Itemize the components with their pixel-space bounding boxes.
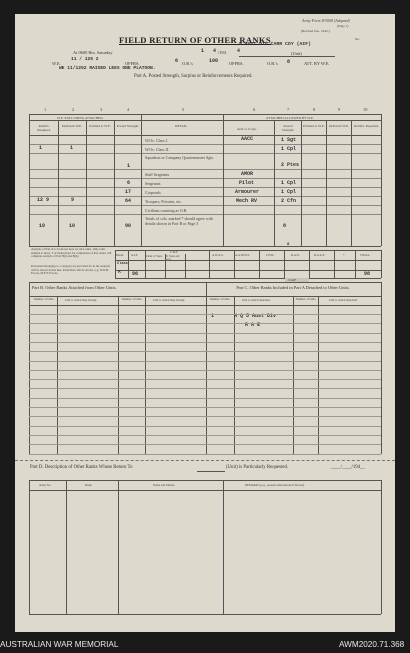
ruled-line — [29, 398, 381, 399]
ors-label-2: O.R.'s — [267, 61, 278, 66]
offrs-label-2: OFFRS. — [229, 61, 244, 66]
ruled-line — [29, 435, 381, 436]
ruled-line — [29, 426, 381, 427]
ruled-line — [29, 342, 381, 343]
ruled-line — [29, 314, 381, 315]
day-value: 1 — [201, 48, 205, 54]
part-d-date: ____/____/194__ — [331, 465, 365, 470]
part-b-heading: Part B. Other Ranks Attached from Other Units. — [32, 285, 117, 290]
form-sheet: Army Form W3008 (Adapted) (Page 1) (Revised Jan., 1942.) No. FIELD RETURN OF OTHER RANKS At 0600 Hrs. Saturday 1 4 /194 4 5 AUST DIV CARR COY (AIF) (Unit) W.E. 11 / 125 2 OFFRS. 6 O.R.'s 100 OFFRS. O.R.'s 8 ATT. BY W.E. WE 11/1252 RAISED LEES ONE PLATOON. Part A. Posted Strength, Surplus or Reinforcements Required. 1 2 3 4 5 6 7 8 9 10 W.E. EXCLUDING ATTACHED. ATTACHED ALLOWED BY W.E. Reinfts. Required. Deficient W.E. Entitled to W.E. Posted Strength. DETAIL. Arm or Corps. Posted Strength. Entitled to W.E. Deficient W.E. Reinfts. Required. W.Os. Class I. W.Os. Class II. Squadron or Company Quartermaster Sgts. Staff Sergeants Sergeants Corporals Troopers, Privates, etc. Civilians counting as O.R. Totals of cols. marked * should agree with details shown in Part B or Page 3 1 12 9 10 1 9 10 1 6 17 64 90 AACC AMOR Pilot Armourer Mech RV 1 Sgt 1 Cpl 2 Ptes 1 Cpl 1 Cpl 2 Cfn 8 Analysis of Part A to be shown here for ALL units. Only units entitled to more, T of instructions for completion of this return will complete analysis of Part B(i) and B(ii). Personnel belonging to a category not provided for in the analysis will be shown in this line. Particulars will be shown, e.g. W.O.H. Forces, M.E.F. Forces. Detail A.I.F. C.M.F. Under 21 Years. 21 Years and over. A.W.A.S. A.A.M.W.S. CIVIL. R.A.N. R.A.A.F. * TOTAL. Class A 96 8 98 3/AIF Part B. Other Ranks Attached from Other Units. Part C. Other Ranks Included in Part A Detached to Other Units. Number of O.Rs. Unit to which they belong Number of O.Rs. Unit to which they belong Number of O.Rs. Unit to which detached Number of O.Rs. Unit to which detached 1 H Q 5 Aust Div R A E Part D. Description of Other Ranks Whose Return To (Unit) is Particularly Requested. ____/____/194__ Army No. Rank. Name and Initials. REMARKS (e.g., present whereabouts if known). — [15, 14, 395, 632]
att-label: ATT. BY W.E. — [304, 61, 330, 66]
ors-value: 100 — [209, 58, 219, 64]
year-value: 4 — [237, 48, 241, 54]
part-c-heading: Part C. Other Ranks Included in Part A Detached to Other Units. — [236, 285, 350, 290]
we-excluding-label: W.E. EXCLUDING ATTACHED. — [57, 115, 104, 120]
analysis-note-2: Personnel belonging to a category not provided for in the analysis will be shown in this line. Particulars will be shown, e.g. W.O.H. Forces, M.E.F. Forces. — [31, 264, 110, 276]
footer-accession: AWM2020.71.368 — [339, 640, 405, 649]
page-number: (Page 1) — [337, 24, 349, 28]
ruled-line — [29, 361, 381, 362]
offrs-label: OFFRS. — [125, 61, 140, 66]
ruled-line — [29, 370, 381, 371]
ruled-line — [29, 388, 381, 389]
analysis-note: Analysis of Part A to be shown here for ALL units. Only units entitled to more, T of instructions for completion of this return will complete analysis of Part B(i) and B(ii). — [31, 247, 112, 259]
we-note: WE 11/1252 RAISED LEES ONE PLATOON. — [59, 66, 156, 71]
ruled-line — [29, 323, 381, 324]
att-value: 8 — [287, 59, 291, 65]
ruled-line — [29, 444, 381, 445]
date-line-label: At 0600 Hrs. Saturday — [73, 50, 113, 55]
ruled-line — [29, 351, 381, 352]
serial-number-label: No. — [355, 37, 360, 41]
attached-allowed-label: ATTACHED ALLOWED BY W.E. — [266, 115, 314, 120]
unit-value: 5 AUST DIV CARR COY (AIF) — [239, 42, 311, 47]
we-label: W.E. — [52, 61, 61, 66]
ruled-line — [29, 454, 381, 455]
part-d-tail: (Unit) is Particularly Requested. — [226, 465, 289, 470]
footer-credit: AUSTRALIAN WAR MEMORIAL — [0, 640, 119, 649]
offrs-value: 6 — [175, 58, 179, 64]
ruled-line — [29, 379, 381, 380]
revision-note: (Revised Jan., 1942.) — [301, 29, 330, 33]
ruled-line — [29, 407, 381, 408]
part-a-heading: Part A. Posted Strength, Surplus or Reinforcements Required. — [134, 74, 253, 79]
unit-label: (Unit) — [291, 51, 302, 56]
ruled-line — [29, 416, 381, 417]
month-value: 4 — [213, 48, 217, 54]
form-title: FIELD RETURN OF OTHER RANKS — [119, 35, 271, 45]
ors-label: O.R.'s — [182, 61, 193, 66]
part-d-heading: Part D. Description of Other Ranks Whose Return To — [30, 465, 133, 470]
form-number: Army Form W3008 (Adapted) — [302, 18, 350, 23]
ruled-line — [29, 333, 381, 334]
we-values: 11 / 125 2 — [71, 57, 99, 62]
